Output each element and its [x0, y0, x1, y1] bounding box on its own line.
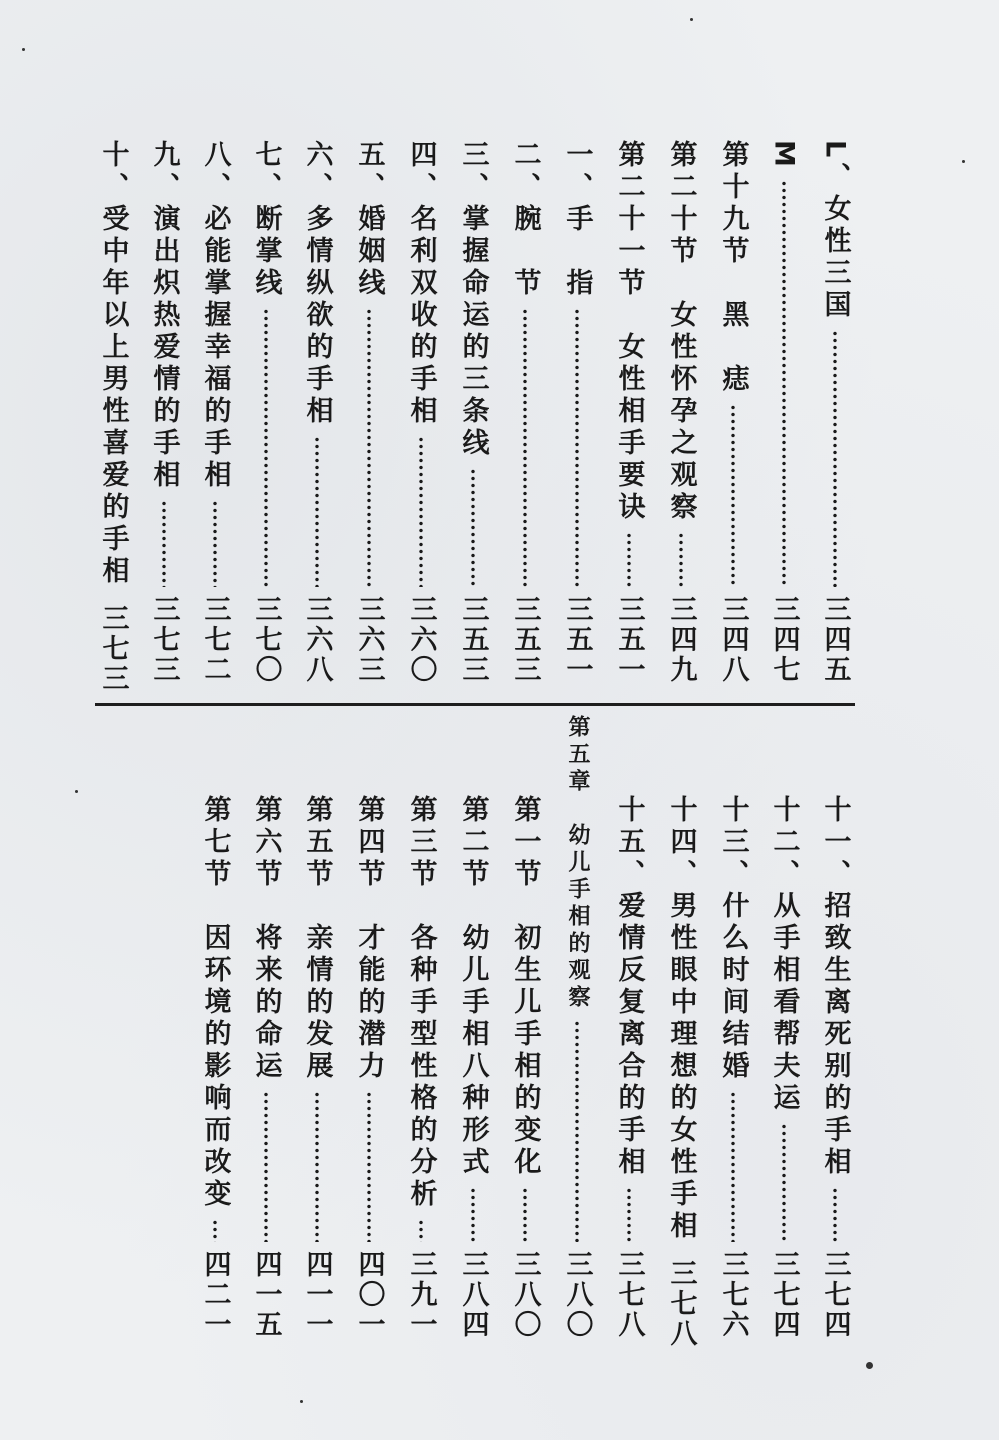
toc-entry-page: 三七四: [819, 1250, 851, 1340]
toc-entry-title: 第五章 幼儿手相的观察: [565, 715, 590, 1012]
toc-entry-title: 五、婚姻线: [353, 140, 385, 300]
toc-entry: [658, 140, 704, 685]
toc-entry-page: 三五三: [457, 595, 489, 685]
dot-leader: [833, 330, 837, 587]
toc-entry-title: 七、断掌线: [250, 140, 282, 300]
toc-entry: [398, 795, 444, 1340]
dot-leader: [575, 308, 579, 587]
toc-entry-page: 三七六: [717, 1250, 749, 1340]
toc-entry-title: 第五节 亲情的发展: [301, 795, 333, 1083]
dot-leader: [782, 180, 786, 587]
toc-entry: [398, 140, 444, 685]
toc-entry: [554, 140, 600, 685]
dot-leader: [162, 500, 166, 587]
dot-leader: [419, 1219, 423, 1242]
toc-entry-page: 三七八: [613, 1250, 645, 1340]
toc-entry-page: 三五一: [561, 595, 593, 685]
toc-entry-page: 三八〇: [561, 1250, 593, 1340]
toc-entry-page: 四一五: [250, 1250, 282, 1340]
dot-leader: [575, 1020, 579, 1242]
toc-entry-page: 三四八: [717, 595, 749, 685]
toc-entry-title: 一、手 指: [561, 140, 593, 300]
dot-leader: [213, 1219, 217, 1242]
toc-entry-page: 四一一: [301, 1250, 333, 1340]
toc-entry-title: L、女性三国: [819, 140, 851, 323]
toc-entry-page: 三四七: [768, 595, 800, 685]
toc-entry-page: 三七八: [665, 1259, 697, 1349]
toc-entry: [450, 140, 496, 685]
toc-entry-title: 第二十一节 女性相手要诀: [613, 140, 645, 524]
toc-entry: [761, 140, 807, 685]
toc-entry-page: 三八四: [457, 1250, 489, 1340]
toc-entry-page: 三七四: [768, 1250, 800, 1340]
toc-entry: [502, 795, 548, 1340]
toc-entry-page: 四〇一: [353, 1250, 385, 1340]
toc-entry-title: 十一、招致生离死别的手相: [819, 795, 851, 1179]
toc-entry: [243, 795, 289, 1340]
toc-entry-page: 三七三: [148, 595, 180, 685]
scan-speck: [690, 18, 693, 21]
toc-entry-title: 第四节 才能的潜力: [353, 795, 385, 1083]
dot-leader: [264, 308, 268, 587]
toc-entry: [658, 795, 704, 1349]
toc-entry-title: 九、演出炽热爱情的手相: [148, 140, 180, 492]
dot-leader: [523, 308, 527, 587]
toc-entry-page: 三七〇: [250, 595, 282, 685]
dot-leader: [627, 532, 631, 587]
scan-speck: [75, 790, 78, 793]
toc-entry: [192, 795, 238, 1340]
toc-entry-title: 第十九节 黑 痣: [717, 140, 749, 396]
toc-entry-page: 三六三: [353, 595, 385, 685]
dot-leader: [833, 1187, 837, 1242]
toc-entry: [294, 140, 340, 685]
toc-entry-title: 八、必能掌握幸福的手相: [199, 140, 231, 492]
scan-speck: [22, 48, 25, 51]
toc-entry: [812, 140, 858, 685]
toc-entry-title: 第一节 初生儿手相的变化: [509, 795, 541, 1179]
toc-entry-title: 十四、男性眼中理想的女性手相: [665, 795, 697, 1243]
toc-entry-page: 三四九: [665, 595, 697, 685]
toc-entry: [346, 795, 392, 1340]
toc-entry-title: 第二十节 女性怀孕之观察: [665, 140, 697, 524]
toc-entry-page: 三九一: [405, 1250, 437, 1340]
toc-entry: [141, 140, 187, 685]
toc-entry-page: 四二一: [199, 1250, 231, 1340]
toc-entry-page: 三六八: [301, 595, 333, 685]
scan-speck: [300, 1400, 303, 1403]
scan-speck: [962, 160, 965, 163]
toc-entry: [192, 140, 238, 685]
toc-entry-page: 三七二: [199, 595, 231, 685]
dot-leader: [367, 308, 371, 587]
dot-leader: [679, 532, 683, 587]
toc-entry-title: 第二节 幼儿手相八种形式: [457, 795, 489, 1179]
dot-leader: [627, 1187, 631, 1242]
toc-entry: [606, 140, 652, 685]
toc-chapter-entry: [554, 715, 600, 1340]
toc-entry: [294, 795, 340, 1340]
scan-speck: [866, 1362, 873, 1369]
dot-leader: [782, 1123, 786, 1242]
toc-entry: [502, 140, 548, 685]
dot-leader: [213, 500, 217, 587]
toc-entry-title: M: [768, 140, 800, 172]
toc-entry-title: 十、受中年以上男性喜爱的手相: [97, 140, 129, 588]
dot-leader: [315, 436, 319, 587]
toc-entry: [606, 795, 652, 1340]
toc-entry: [450, 795, 496, 1340]
dot-leader: [731, 404, 735, 587]
dot-leader: [731, 1091, 735, 1242]
toc-entry-title: 十二、从手相看帮夫运: [768, 795, 800, 1115]
toc-entry-title: 第三节 各种手型性格的分析: [405, 795, 437, 1211]
dot-leader: [523, 1187, 527, 1242]
toc-entry-title: 三、掌握命运的三条线: [457, 140, 489, 460]
toc-entry-page: 三五三: [509, 595, 541, 685]
section-divider: [95, 703, 855, 706]
dot-leader: [264, 1091, 268, 1242]
toc-entry: [90, 140, 136, 694]
toc-entry: [346, 140, 392, 685]
toc-entry: [812, 795, 858, 1340]
toc-entry-title: 四、名利双收的手相: [405, 140, 437, 428]
toc-entry-title: 二、腕 节: [509, 140, 541, 300]
toc-entry: [761, 795, 807, 1340]
toc-entry: [710, 140, 756, 685]
toc-entry-title: 第七节 因环境的影响而改变: [199, 795, 231, 1211]
toc-entry-title: 第六节 将来的命运: [250, 795, 282, 1083]
dot-leader: [419, 436, 423, 587]
toc-entry-page: 三八〇: [509, 1250, 541, 1340]
toc-entry-title: 十三、什么时间结婚: [717, 795, 749, 1083]
toc-entry-title: 十五、爱情反复离合的手相: [613, 795, 645, 1179]
toc-entry-page: 三六〇: [405, 595, 437, 685]
dot-leader: [367, 1091, 371, 1242]
dot-leader: [471, 1187, 475, 1242]
toc-entry-page: 三四五: [819, 595, 851, 685]
dot-leader: [471, 468, 475, 587]
toc-entry-page: 三七三: [97, 604, 129, 694]
toc-entry-title: 六、多情纵欲的手相: [301, 140, 333, 428]
toc-entry: [710, 795, 756, 1340]
toc-entry-page: 三五一: [613, 595, 645, 685]
toc-entry: [243, 140, 289, 685]
dot-leader: [315, 1091, 319, 1242]
